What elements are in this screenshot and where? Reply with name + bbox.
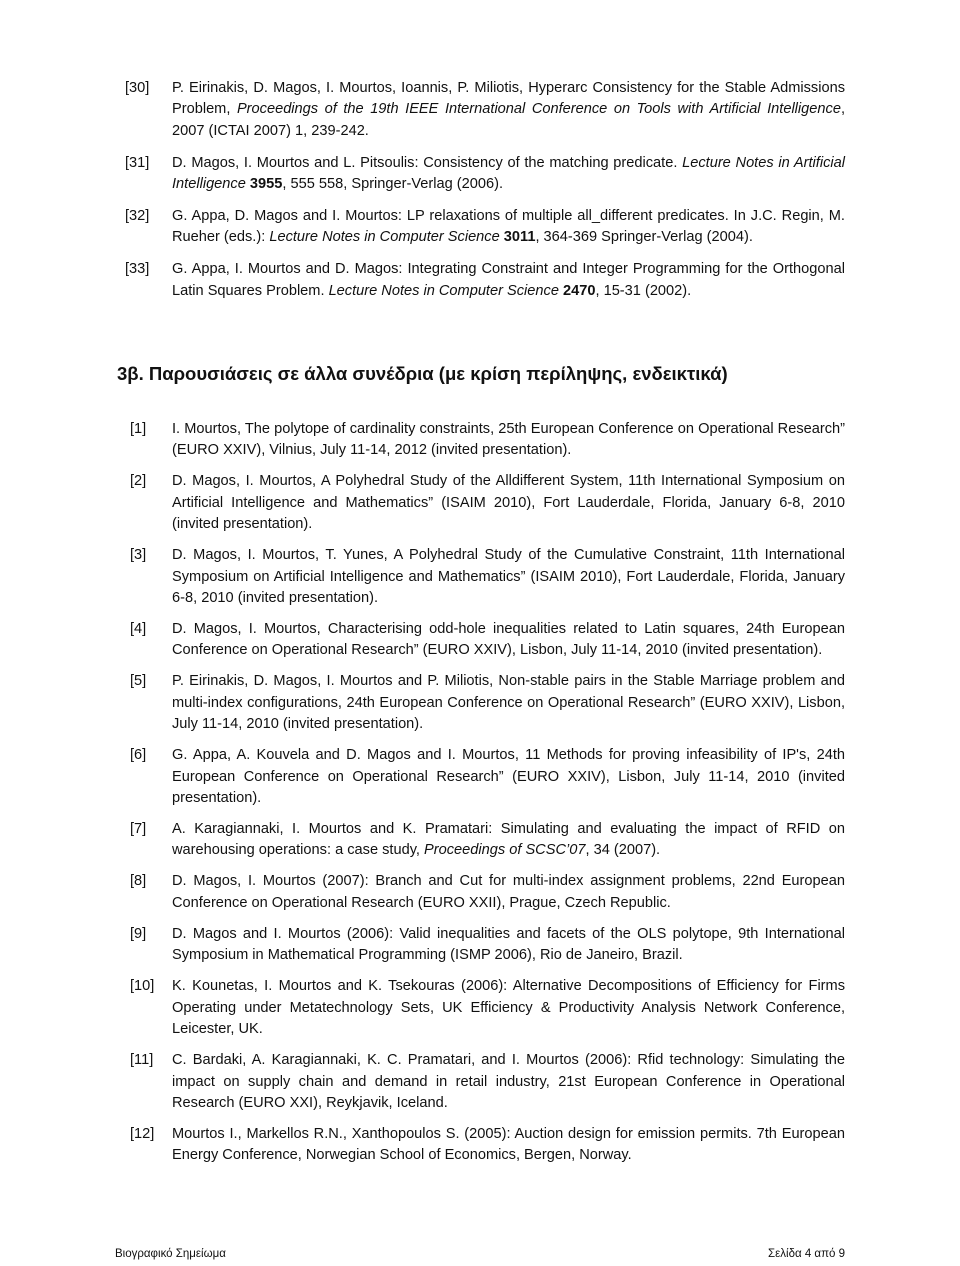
reference-number: [12] <box>130 1125 155 1142</box>
reference-text <box>172 747 845 806</box>
reference-text-segment: D. Magos, I. Mourtos, T. Yunes, A Polyhedral Study of the Cumulative Constraint, 11th International Symposium on Artificial Intelligence and Mathematics” (ISAIM 2010), Fort Lauderdale, Florida, January 6-8, 2010 (invited presentation). <box>172 547 845 607</box>
section-title: 3β. Παρουσιάσεις σε άλλα συνέδρια (με κρίση περίληψης, ενδεικτικά) <box>117 363 728 384</box>
reference-number: [5] <box>130 673 147 690</box>
reference-number: [11] <box>130 1052 154 1069</box>
reference-text-segment: C. Bardaki, A. Karagiannaki, K. C. Pramatari, and I. Mourtos (2006): Rfid technology: Simulating the impact on supply chain and demand in retail industry, 21st European Conference in Operational Research (EURO XXI), Reykjavik, Iceland. <box>172 1052 845 1111</box>
reference-text <box>172 208 845 245</box>
reference-item <box>0 871 960 914</box>
reference-text-segment: , 15-31 (2002). <box>595 282 692 299</box>
reference-item <box>0 545 960 609</box>
reference-text-segment: , 2007 (ICTAI 2007) 1, 239-242. <box>172 101 845 139</box>
reference-text <box>172 821 845 858</box>
reference-item <box>0 206 960 249</box>
reference-text-segment: A. Karagiannaki, I. Mourtos and K. Pramatari: Simulating and evaluating the impact of RFID on warehousing operations: a case study, <box>172 821 845 859</box>
reference-text <box>172 926 845 963</box>
reference-item <box>0 471 960 535</box>
reference-number: [10] <box>130 978 155 995</box>
reference-text <box>172 873 845 910</box>
reference-item <box>0 78 960 142</box>
reference-text-segment: Mourtos I., Markellos R.N., Xanthopoulos S. (2005): Auction design for emission permits. 7th European Energy Conference, Norwegian School of Economics, Bergen, Norway. <box>172 1125 845 1164</box>
reference-text-segment: G. Appa, D. Magos and I. Mourtos: LP relaxations of multiple all_different predicates. In J.C. Regin, M. Rueher (eds.): <box>172 208 845 246</box>
reference-text-segment: D. Magos, I. Mourtos (2007): Branch and Cut for multi-index assignment problems, 22nd European Conference on Operational Research (EURO XXII), Prague, Czech Republic. <box>172 873 845 911</box>
reference-number: [31] <box>125 154 150 171</box>
reference-text-segment: D. Magos, I. Mourtos and L. Pitsoulis: Consistency of the matching predicate. <box>172 154 683 171</box>
reference-text <box>172 621 845 658</box>
reference-list-presentations <box>0 419 960 1176</box>
reference-item <box>0 976 960 1040</box>
reference-text-segment: , 364-369 Springer-Verlag (2004). <box>535 229 753 246</box>
reference-item <box>0 259 960 302</box>
reference-text <box>172 547 845 606</box>
reference-item <box>0 153 960 196</box>
reference-text-segment: P. Eirinakis, D. Magos, I. Mourtos and P. Miliotis, Non-stable pairs in the Stable Marriage problem and multi-index configurations, 24th European Conference on Operational Research” (EURO XXIV), Lisbon, July 11-14, 2010 (invited presentation). <box>172 673 845 733</box>
reference-venue: Proceedings of the 19th IEEE International Conference on Tools with Artificial Intelligence <box>236 101 841 118</box>
reference-volume: 2470 <box>563 282 596 299</box>
reference-number: [30] <box>125 80 150 96</box>
reference-text <box>172 80 845 139</box>
reference-item <box>0 1050 960 1114</box>
reference-text <box>172 261 845 298</box>
footer-page-number: Σελίδα 4 από 9 <box>768 1248 845 1260</box>
reference-item <box>0 419 960 462</box>
reference-text <box>172 473 845 532</box>
reference-item <box>0 819 960 862</box>
reference-text-segment: D. Magos, I. Mourtos, A Polyhedral Study of the Alldifferent System, 11th International Symposium on Artificial Intelligence and Mathematics” (ISAIM 2010), Fort Lauderdale, Florida, January 6-8, 2010 (invited presentation). <box>172 473 845 533</box>
reference-text <box>172 673 845 732</box>
reference-text <box>172 1052 845 1111</box>
reference-number: [4] <box>130 621 147 638</box>
reference-text-segment: , 555 558, Springer-Verlag (2006). <box>282 176 504 193</box>
reference-text-segment: D. Magos and I. Mourtos (2006): Valid inequalities and facets of the OLS polytope, 9th International Symposium in Mathematical Programming (ISMP 2006), Rio de Janeiro, Brazil. <box>172 925 845 964</box>
reference-venue: Lecture Notes in Computer Science <box>269 229 500 246</box>
reference-item <box>0 619 960 662</box>
reference-number: [1] <box>130 421 147 437</box>
reference-list-journals <box>0 78 960 313</box>
reference-number: [7] <box>130 821 147 838</box>
reference-number: [8] <box>130 873 147 890</box>
reference-text-segment: I. Mourtos, The polytope of cardinality constraints, 25th European Conference on Operational Research” (EURO XXIV), Vilnius, July 11-14, 2012 (invited presentation). <box>172 421 845 459</box>
reference-text-segment: G. Appa, A. Kouvela and D. Magos and I. Mourtos, 11 Methods for proving infeasibility of IP's, 24th European Conference on Operational Research” (EURO XXIV), Lisbon, July 11-14, 2010 (invited presentation). <box>172 747 845 807</box>
reference-item <box>0 671 960 735</box>
reference-text-segment: D. Magos, I. Mourtos, Characterising odd-hole inequalities related to Latin squares, 24th European Conference on Operational Research” (EURO XXIV), Lisbon, July 11-14, 2010 (invited presentation). <box>172 621 845 659</box>
reference-number: [33] <box>125 261 150 278</box>
reference-text <box>172 155 845 192</box>
reference-volume: 3955 <box>249 176 283 193</box>
reference-item <box>0 924 960 967</box>
reference-text <box>172 978 845 1037</box>
reference-venue: Lecture Notes in Artificial Intelligence <box>172 154 845 193</box>
reference-number: [3] <box>130 547 147 564</box>
reference-number: [2] <box>130 473 147 490</box>
reference-number: [32] <box>125 208 150 225</box>
reference-text-segment: G. Appa, I. Mourtos and D. Magos: Integrating Constraint and Integer Programming for the Orthogonal Latin Squares Problem. <box>172 261 845 299</box>
reference-text <box>172 421 845 458</box>
reference-text <box>172 1126 845 1163</box>
reference-number: [9] <box>130 925 147 942</box>
reference-venue: Lecture Notes in Computer Science <box>328 282 559 299</box>
reference-venue: Proceedings of SCSC’07 <box>424 842 586 859</box>
reference-item <box>0 1124 960 1167</box>
footer-document-title: Βιογραφικό Σημείωμα <box>115 1248 226 1260</box>
reference-text-segment: P. Eirinakis, D. Magos, I. Mourtos, Ioannis, P. Miliotis, Hyperarc Consistency for the Stable Admissions Problem, <box>172 80 845 118</box>
reference-text-segment: K. Kounetas, I. Mourtos and K. Tsekouras (2006): Alternative Decompositions of Efficiency for Firms Operating under Metatechnology Sets, UK Efficiency & Productivity Analysis Network Conference, Leicester, UK. <box>172 978 845 1038</box>
reference-item <box>0 745 960 809</box>
reference-number: [6] <box>130 747 147 764</box>
reference-text-segment: , 34 (2007). <box>585 842 661 859</box>
reference-volume: 3011 <box>503 229 536 246</box>
